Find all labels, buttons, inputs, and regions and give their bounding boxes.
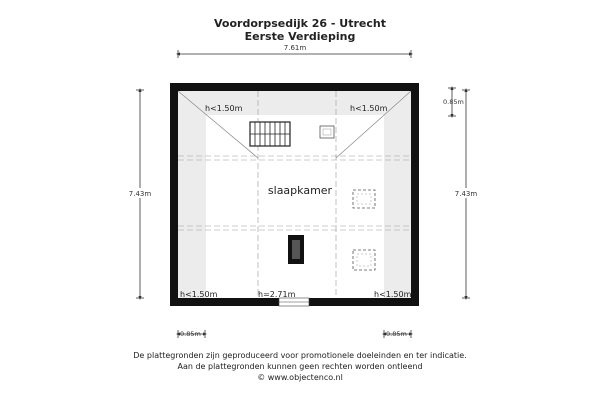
dimension-width (178, 44, 411, 58)
room-label: slaapkamer (267, 184, 333, 197)
dimension-top-right-small-label: 0.85m (443, 98, 464, 106)
height-label-top-left: h<1.50m (205, 104, 243, 113)
disclaimer-line-2: Aan de plattegronden kunnen geen rechten worden ontleend (177, 362, 423, 371)
skylight-icon (320, 126, 334, 138)
roof-window-icon (353, 190, 375, 208)
dimension-width-label: 7.61m (283, 44, 307, 52)
plan-floor-name: Eerste Verdieping (244, 30, 356, 43)
dimension-right-height-label: 7.43m (454, 190, 478, 198)
copyright-line: © www.objectenco.nl (257, 373, 343, 382)
dimension-left-height-label: 7.43m (128, 190, 152, 198)
dimension-bottom-right (384, 330, 411, 338)
dimension-left-height (126, 90, 154, 298)
roof-window-icon (353, 250, 375, 270)
disclaimer-line-1: De plattegronden zijn geproduceerd voor promotionele doeleinden en ter indicatie. (133, 351, 467, 360)
dark-roof-window-icon (288, 235, 304, 264)
height-label-bottom-right: h<1.50m (374, 290, 412, 299)
dimension-top-right-small (443, 88, 464, 116)
height-label-bottom-center: h=2.71m (258, 290, 296, 299)
dimension-bottom-left (178, 330, 205, 338)
plan-address: Voordorpsedijk 26 - Utrecht (214, 17, 386, 30)
dimension-right-height (452, 90, 480, 298)
stairs-icon (250, 122, 290, 146)
height-label-bottom-left: h<1.50m (180, 290, 218, 299)
dimension-bottom-right-label: 0.85m (386, 330, 407, 338)
height-label-top-right: h<1.50m (350, 104, 388, 113)
dimension-bottom-left-label: 0.85m (180, 330, 201, 338)
